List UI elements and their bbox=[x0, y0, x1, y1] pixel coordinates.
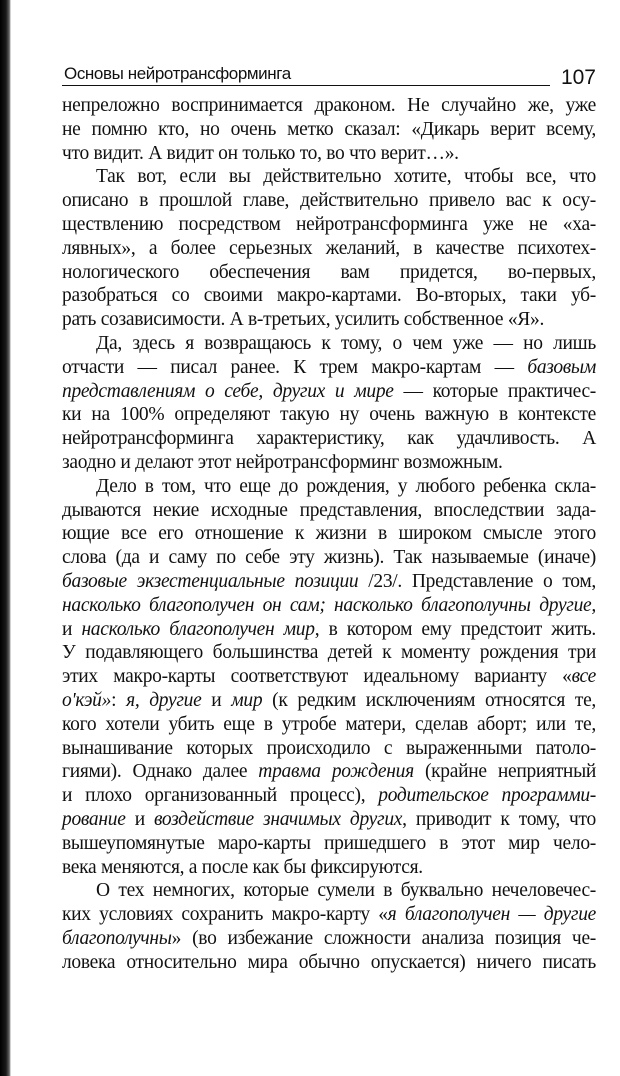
text-line: этих макро-карты соответствуют идеальному варианту «все bbox=[62, 666, 596, 688]
text-line: рование и воздействие значимых других, приводит к тому, что bbox=[62, 808, 596, 830]
text-line: что видит. А видит он только то, во что верит…». bbox=[62, 142, 459, 164]
text-line: ющие все его отношение к жизни в широком смысле этого bbox=[62, 523, 596, 545]
header-rule bbox=[62, 85, 550, 86]
running-title: Основы нейротрансформинга bbox=[64, 64, 291, 83]
text-line: о'кэй»: я, другие и мир (к редким исключениям относятся те, bbox=[62, 689, 597, 711]
text-line: описано в прошлой главе, действительно привело вас к осу- bbox=[62, 190, 596, 212]
text-line: дываются некие исходные представления, впоследствии зада- bbox=[62, 499, 596, 521]
text-line: не помню кто, но очень метко сказал: «Дикарь верит всему, bbox=[62, 118, 596, 140]
text-line: отчасти — писал ранее. К трем макро-картам — базовым bbox=[62, 356, 596, 378]
text-line: разобраться со своими макро-картами. Во-вторых, таки уб- bbox=[62, 285, 596, 307]
page-number: 107 bbox=[560, 66, 596, 89]
text-line: кого хотели убить еще в утробе матери, сделав аборт; или те, bbox=[62, 713, 596, 735]
page-header bbox=[62, 60, 596, 94]
text-line: слова (да и саму по себе эту жизнь). Так называемые (иначе) bbox=[62, 547, 596, 569]
text-line: ловека относительно мира обычно опускается) ничего писать bbox=[62, 951, 596, 973]
text-line: вышеупомянутые маро-карты пришедшего в этот мир чело- bbox=[62, 832, 596, 854]
text-line: гиями). Однако далее травма рождения (крайне неприятный bbox=[62, 761, 597, 783]
body-text bbox=[62, 94, 596, 974]
text-line: Так вот, если вы действительно хотите, чтобы все, что bbox=[96, 166, 596, 188]
text-line: благополучны» (во избежание сложности анализа позиция че- bbox=[62, 927, 596, 949]
text-line: насколько благополучен он сам; насколько благополучны другие, bbox=[62, 594, 596, 616]
text-line: ких условиях сохранить макро-карту «я благополучен — другие bbox=[62, 904, 596, 926]
text-line: века меняются, а после как бы фиксируются. bbox=[62, 856, 423, 878]
text-line: и плохо организованный процесс), родительское программи- bbox=[62, 785, 597, 807]
book-spine-shadow bbox=[0, 0, 11, 1076]
text-line: нейротрансформинга характеристику, как удачливость. А bbox=[62, 428, 596, 450]
text-line: Дело в том, что еще до рождения, у любого ребенка скла- bbox=[96, 475, 596, 497]
text-line: рать созависимости. А в-третьих, усилить собственное «Я». bbox=[62, 309, 545, 331]
text-line: О тех немногих, которые сумели в буквально нечеловечес- bbox=[96, 880, 596, 902]
text-line: заодно и делают этот нейротрансформинг возможным. bbox=[62, 451, 503, 473]
text-line: и насколько благополучен мир, в котором ему предстоит жить. bbox=[62, 618, 596, 640]
text-line: лявных», а более серьезных желаний, в качестве психотех- bbox=[62, 237, 596, 259]
text-line: вынашивание которых происходило с выраженными патоло- bbox=[62, 737, 596, 759]
text-line: У подавляющего большинства детей к моменту рождения три bbox=[62, 642, 596, 664]
text-line: непреложно воспринимается драконом. Не случайно же, уже bbox=[62, 95, 596, 116]
text-line: ки на 100% определяют такую ну очень важную в контексте bbox=[62, 404, 596, 426]
text-line: Да, здесь я возвращаюсь к тому, о чем уже — но лишь bbox=[96, 332, 596, 354]
text-line: базовые экзестенциальные позиции /23/. Представление о том, bbox=[62, 570, 596, 592]
text-line: представлениям о себе, других и мире — которые практичес- bbox=[62, 380, 596, 402]
text-line: ществлению посредством нейротрансформинга уже не «ха- bbox=[62, 213, 596, 235]
text-line: нологического обеспечения вам придется, во-первых, bbox=[62, 261, 596, 283]
